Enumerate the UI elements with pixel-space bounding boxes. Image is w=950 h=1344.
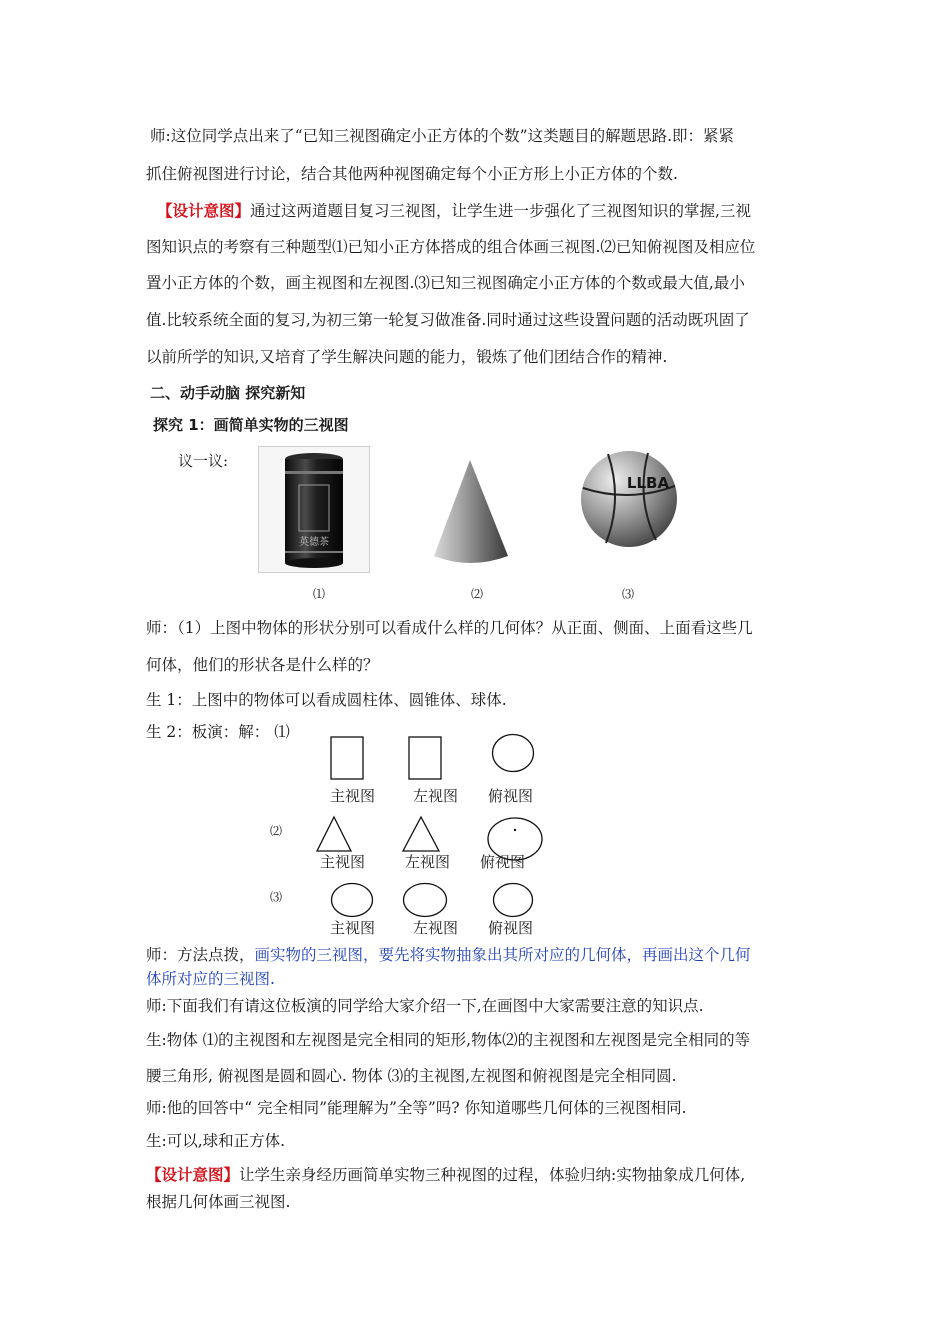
teacher-question: 师:他的回答中“ 完全相同”能理解为”全等”吗? 你知道哪些几何体的三视图相同.: [146, 1099, 687, 1117]
figure-caption-1: ⑴: [313, 587, 326, 601]
tea-can-image: [258, 446, 370, 573]
student-explain-line-2: 腰三角形, 俯视图是圆和圆心. 物体 ⑶的主视图,左视图和俯视图是完全相同圆.: [146, 1067, 677, 1085]
student-1-answer: 生 1：上图中的物体可以看成圆柱体、圆锥体、球体.: [146, 691, 507, 709]
question-line-1: 师：（1）上图中物体的形状分别可以看成什么样的几何体？从正面、侧面、上面看这些几: [146, 619, 753, 637]
explore-1-heading: 探究 1：画简单实物的三视图: [153, 416, 349, 434]
design-intent-tag: 【设计意图】: [157, 201, 251, 220]
method-tip-line-2: 体所对应的三视图.: [146, 970, 275, 988]
row3-top-view-label: 俯视图: [488, 919, 534, 937]
basketball-logo-text: LLBA: [626, 474, 670, 492]
teacher-invite: 师:下面我们有请这位板演的同学给大家介绍一下,在画图中大家需要注意的知识点.: [146, 997, 704, 1015]
row1-left-view-rectangle: [408, 736, 442, 780]
design-intent-1-line-5: 以前所学的知识,又培育了学生解决问题的能力，锻炼了他们团结合作的精神.: [146, 348, 668, 366]
student-reply: 生:可以,球和正方体.: [146, 1132, 286, 1150]
design-intent-2-text: 让学生亲身经历画简单实物三种视图的过程，体验归纳:实物抽象成几何体,: [239, 1166, 746, 1184]
method-tip-prefix: 师：方法点拨，: [146, 946, 255, 964]
teacher-intro-line-1: 师:这位同学点出来了“已知三视图确定小正方体的个数”这类题目的解题思路.即：紧紧: [150, 127, 735, 145]
row2-top-view-label: 俯视图: [480, 853, 526, 871]
figure-caption-3: ⑶: [622, 587, 635, 601]
design-intent-2-line-2: 根据几何体画三视图.: [146, 1193, 291, 1211]
can-label-text: 英德茶: [299, 537, 329, 548]
row1-top-view-circle: [491, 733, 535, 773]
row2-label: ⑵: [270, 824, 283, 838]
row2-left-view-triangle: [401, 815, 441, 853]
row3-left-view-label: 左视图: [413, 919, 459, 937]
student-2-answer: 生 2：板演：解： ⑴: [146, 723, 290, 741]
row2-left-view-label: 左视图: [405, 853, 451, 871]
question-line-2: 何体，他们的形状各是什么样的？: [146, 656, 379, 674]
design-intent-2-line-1: [146, 1165, 745, 1185]
section-2-heading: 二、动手动脑 探究新知: [150, 384, 306, 402]
design-intent-1-line-3: 置小正方体的个数，画主视图和左视图.⑶已知三视图确定小正方体的个数或最大值,最小: [146, 274, 745, 292]
design-intent-2-tag: 【设计意图】: [146, 1165, 240, 1184]
row1-top-view-label: 俯视图: [488, 787, 534, 805]
row3-left-view-circle: [402, 882, 448, 918]
row1-main-view-label: 主视图: [330, 787, 376, 805]
row3-main-view-circle: [330, 882, 374, 918]
student-explain-line-1: 生:物体 ⑴的主视图和左视图是完全相同的矩形,物体⑵的主视图和左视图是完全相同的等: [146, 1031, 751, 1049]
design-intent-1-line-4: 值.比较系统全面的复习,为初三第一轮复习做准备.同时通过这些设置问题的活动既巩固了: [146, 311, 750, 329]
row1-main-view-rectangle: [330, 736, 364, 780]
design-intent-text: 通过这两道题目复习三视图，让学生进一步强化了三视图知识的掌握,三视: [250, 202, 751, 220]
basketball-image: [578, 448, 680, 550]
method-tip-line-1: [146, 945, 751, 965]
design-intent-1-line-1: [157, 201, 751, 221]
discuss-label: 议一议:: [178, 452, 229, 470]
row3-main-view-label: 主视图: [330, 919, 376, 937]
row3-label: ⑶: [270, 890, 283, 904]
figure-caption-2: ⑵: [471, 587, 484, 601]
row2-main-view-label: 主视图: [320, 853, 366, 871]
teacher-intro-line-2: 抓住俯视图进行讨论，结合其他两种视图确定每个小正方形上小正方体的个数.: [146, 165, 678, 183]
row2-main-view-triangle: [315, 815, 353, 853]
design-intent-1-line-2: 图知识点的考察有三种题型⑴已知小正方体搭成的组合体画三视图.⑵已知俯视图及相应位: [146, 238, 756, 256]
cone-image: [432, 458, 512, 568]
row3-top-view-circle: [492, 882, 534, 918]
method-tip-highlight: 画实物的三视图，要先将实物抽象出其所对应的几何体，再画出这个几何: [254, 946, 751, 964]
row1-left-view-label: 左视图: [413, 787, 459, 805]
